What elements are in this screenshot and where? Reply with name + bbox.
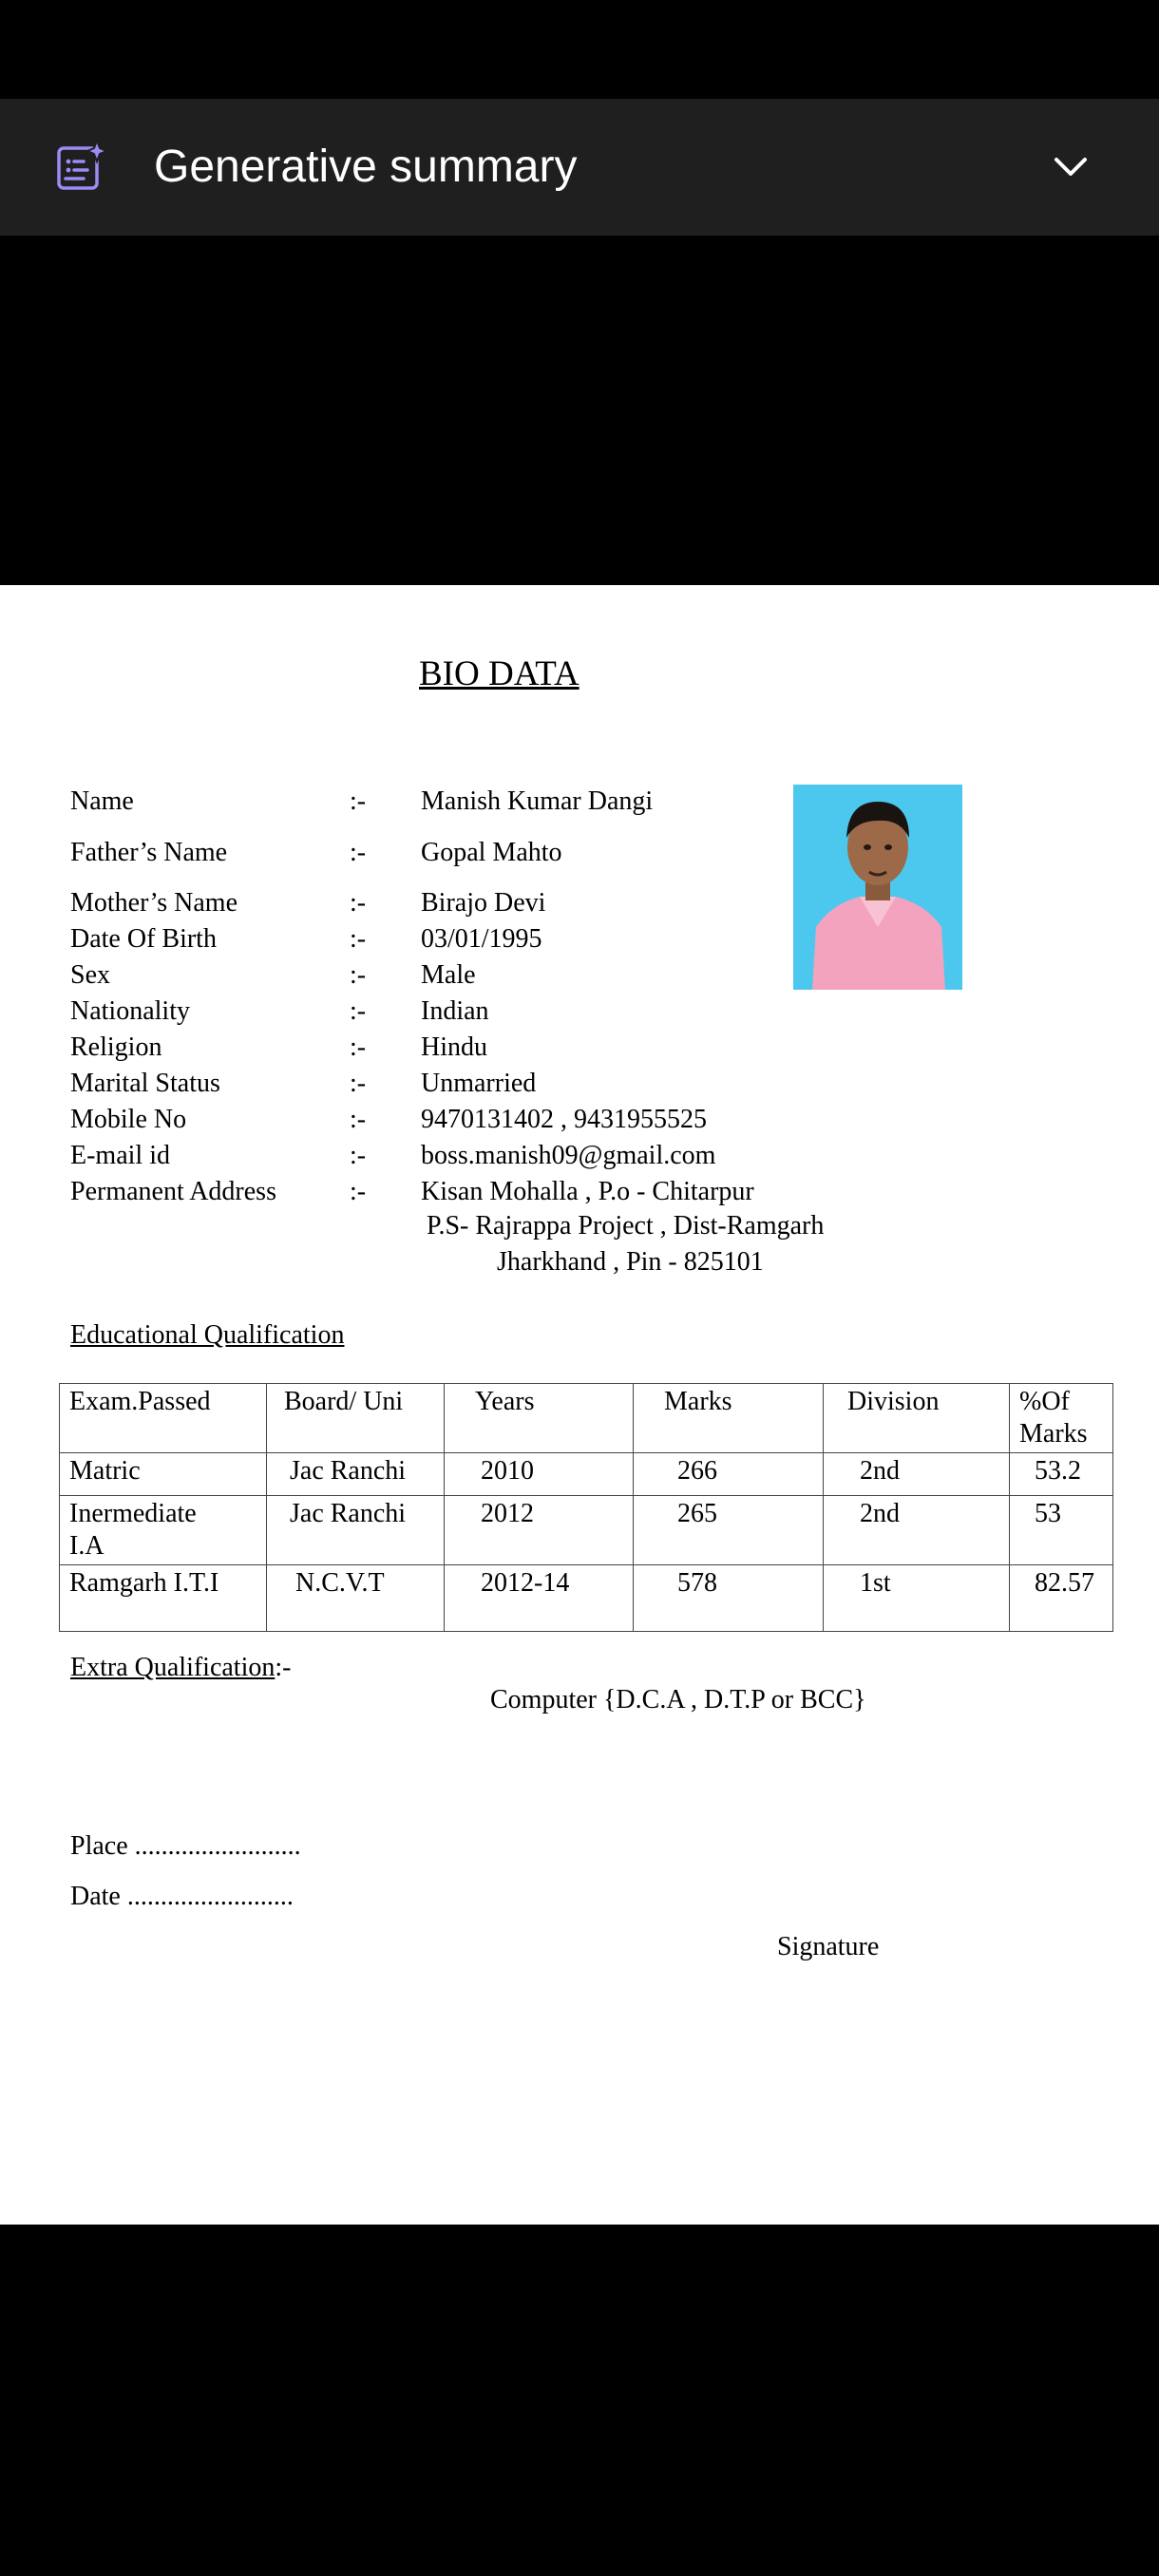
field-separator: :- bbox=[350, 1177, 367, 1206]
header-cell: Years bbox=[445, 1384, 634, 1453]
field-label: Nationality bbox=[70, 996, 190, 1026]
field-value: Birajo Devi bbox=[421, 888, 546, 918]
extra-qualification bbox=[70, 1653, 291, 1683]
header-cell: Division bbox=[824, 1384, 1010, 1453]
education-table bbox=[59, 1383, 1113, 1632]
chevron-down-icon[interactable] bbox=[1045, 146, 1096, 188]
table-cell: Jac Ranchi bbox=[267, 1453, 445, 1496]
field-separator: :- bbox=[350, 888, 367, 918]
field-value: 03/01/1995 bbox=[421, 924, 542, 954]
field-value: 9470131402 , 9431955525 bbox=[421, 1105, 707, 1134]
table-cell: 1st bbox=[824, 1565, 1010, 1632]
header-cell: Board/ Uni bbox=[267, 1384, 445, 1453]
table-cell: 2012-14 bbox=[445, 1565, 634, 1632]
field-label: Date Of Birth bbox=[70, 924, 217, 954]
field-value: Kisan Mohalla , P.o - Chitarpur bbox=[421, 1177, 754, 1206]
table-cell: N.C.V.T bbox=[267, 1565, 445, 1632]
table-row bbox=[60, 1453, 1113, 1496]
place-line: Place ......................... bbox=[70, 1831, 301, 1861]
table-cell: 2nd bbox=[824, 1496, 1010, 1565]
doc-title: BIO DATA bbox=[419, 654, 580, 693]
table-cell: 265 bbox=[634, 1496, 824, 1565]
field-value: Manish Kumar Dangi bbox=[421, 786, 654, 816]
field-separator: :- bbox=[350, 924, 367, 954]
field-separator: :- bbox=[350, 1069, 367, 1098]
field-label: Permanent Address bbox=[70, 1177, 276, 1206]
table-cell: Inermediate I.A bbox=[60, 1496, 267, 1565]
header-cell: Marks bbox=[634, 1384, 824, 1453]
header-cell: Exam.Passed bbox=[60, 1384, 267, 1453]
table-cell: 53 bbox=[1010, 1496, 1113, 1565]
profile-photo bbox=[793, 785, 962, 990]
table-cell: Jac Ranchi bbox=[267, 1496, 445, 1565]
table-cell: 53.2 bbox=[1010, 1453, 1113, 1496]
field-separator: :- bbox=[350, 1105, 367, 1134]
summary-sparkle-icon bbox=[55, 141, 106, 192]
extra-qualification-value: Computer {D.C.A , D.T.P or BCC} bbox=[490, 1685, 866, 1714]
field-separator: :- bbox=[350, 786, 367, 816]
extra-qualification-label: Extra Qualification bbox=[70, 1653, 276, 1682]
field-label: Mother’s Name bbox=[70, 888, 238, 918]
field-value: Gopal Mahto bbox=[421, 838, 562, 867]
field-separator: :- bbox=[350, 960, 367, 990]
table-cell: 2nd bbox=[824, 1453, 1010, 1496]
field-label: Religion bbox=[70, 1032, 162, 1062]
table-cell: 2010 bbox=[445, 1453, 634, 1496]
table-cell: Matric bbox=[60, 1453, 267, 1496]
field-separator: :- bbox=[350, 1141, 367, 1170]
table-row bbox=[60, 1565, 1113, 1632]
field-value: Hindu bbox=[421, 1032, 487, 1062]
table-cell: 82.57 bbox=[1010, 1565, 1113, 1632]
summary-header[interactable] bbox=[0, 99, 1159, 236]
address-line-2: P.S- Rajrappa Project , Dist-Ramgarh bbox=[427, 1211, 825, 1241]
field-label: Father’s Name bbox=[70, 838, 228, 867]
field-label: Mobile No bbox=[70, 1105, 187, 1134]
table-row bbox=[60, 1496, 1113, 1565]
field-label: E-mail id bbox=[70, 1141, 170, 1170]
signature-label: Signature bbox=[777, 1932, 880, 1961]
table-cell: 2012 bbox=[445, 1496, 634, 1565]
table-cell: Ramgarh I.T.I bbox=[60, 1565, 267, 1632]
document-page bbox=[0, 585, 1159, 2225]
date-line: Date ......................... bbox=[70, 1882, 294, 1911]
address-line-3: Jharkhand , Pin - 825101 bbox=[497, 1247, 764, 1277]
field-label: Marital Status bbox=[70, 1069, 220, 1098]
field-separator: :- bbox=[350, 996, 367, 1026]
table-header-row bbox=[60, 1384, 1113, 1453]
table-cell: 266 bbox=[634, 1453, 824, 1496]
field-label: Name bbox=[70, 786, 134, 816]
field-separator: :- bbox=[350, 838, 367, 867]
field-value: Male bbox=[421, 960, 476, 990]
education-section-title: Educational Qualification bbox=[70, 1320, 345, 1350]
field-label: Sex bbox=[70, 960, 110, 990]
field-value: Unmarried bbox=[421, 1069, 537, 1098]
field-value: Indian bbox=[421, 996, 489, 1026]
summary-title: Generative summary bbox=[154, 142, 578, 192]
table-cell: 578 bbox=[634, 1565, 824, 1632]
header-cell: %Of Marks bbox=[1010, 1384, 1113, 1453]
extra-qualification-suffix: :- bbox=[275, 1653, 292, 1682]
field-separator: :- bbox=[350, 1032, 367, 1062]
field-value: boss.manish09@gmail.com bbox=[421, 1141, 716, 1170]
